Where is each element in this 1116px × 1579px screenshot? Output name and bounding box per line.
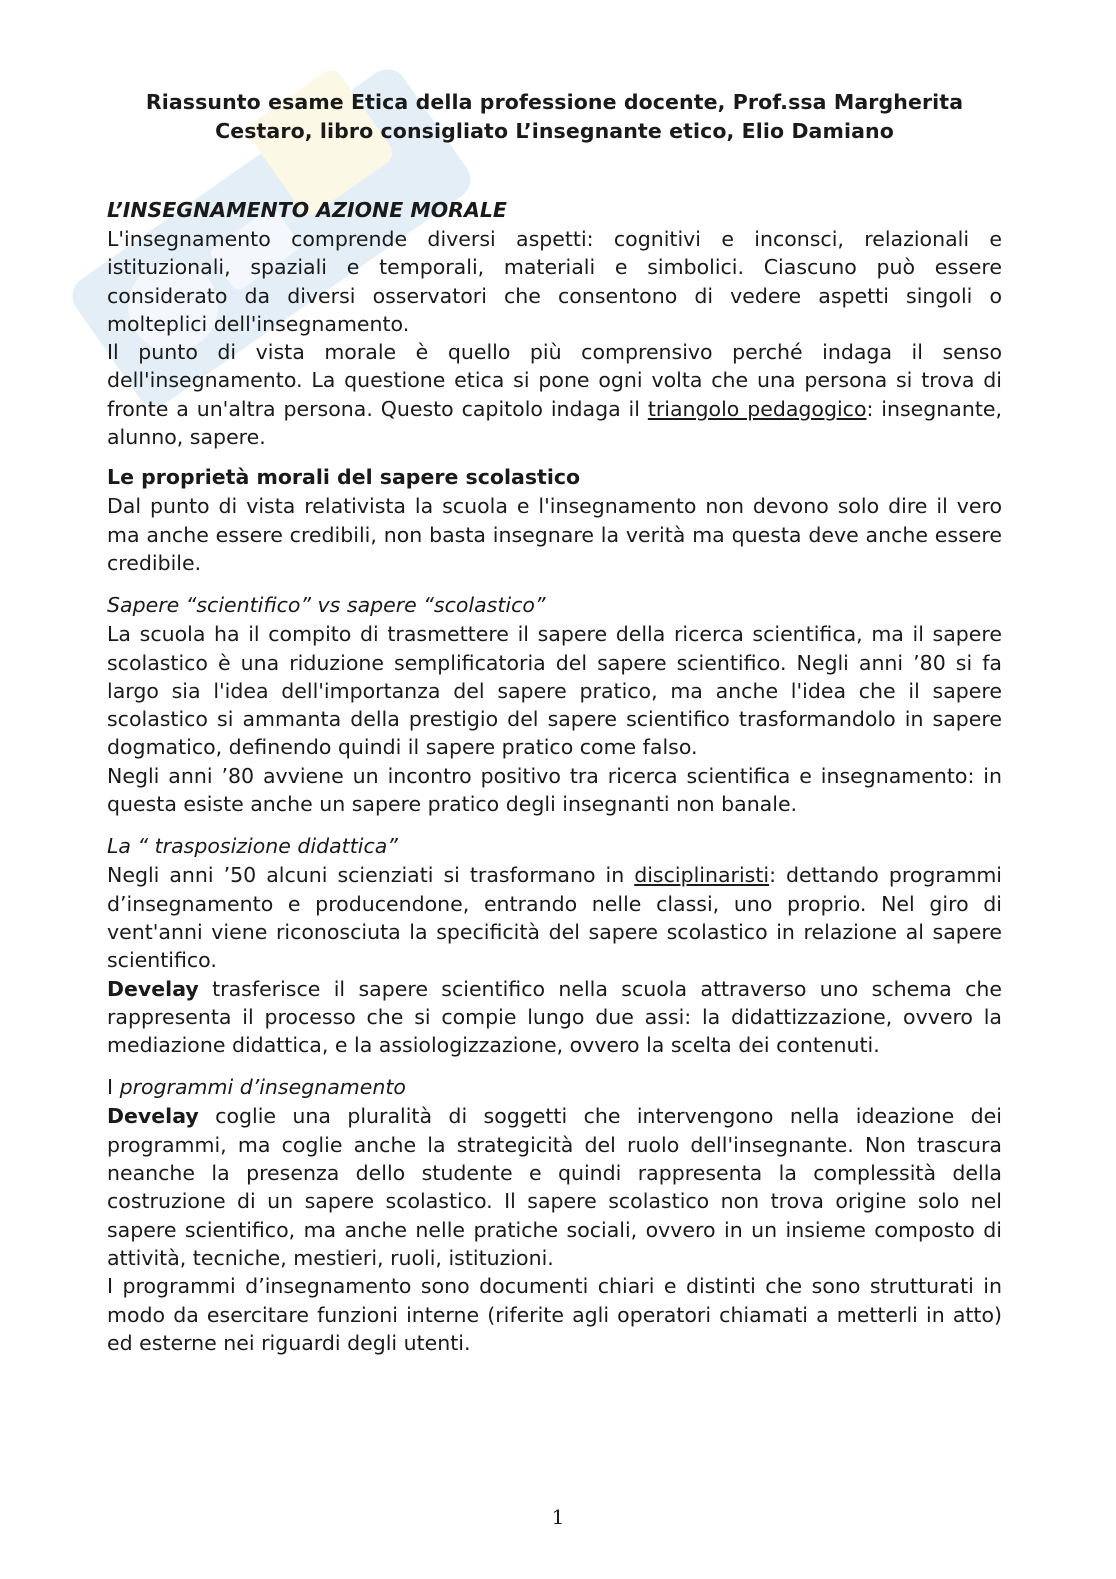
paragraph: Negli anni ’80 avviene un incontro positivo tra ricerca scientifica e insegnamento: in questa esiste anche un sapere pratico degli insegnanti non banale.: [107, 763, 1002, 817]
document-title: [107, 88, 1002, 146]
document-page: [107, 88, 1002, 1357]
disciplinaristi-term: disciplinaristi: [634, 863, 770, 888]
title-line-2: Cestaro, libro consigliato L’insegnante etico, Elio Damiano: [215, 119, 894, 143]
paragraph: I programmi d’insegnamento sono documenti chiari e distinti che sono strutturati in modo da esercitare funzioni interne (riferite agli operatori chiamati a metterli in atto) ed esterne nei riguardi degli utenti.: [107, 1274, 1002, 1355]
subsection-heading: Sapere “scientifico” vs sapere “scolastico”: [107, 593, 546, 618]
paragraph: Negli anni ’50 alcuni scienziati si trasformano in disciplinaristi: dettando programmi d’insegnamento e producendone, entrando nelle classi, uno proprio. Nel giro di vent'anni viene riconosciuta la specificità del sapere scolastico in relazione al sapere scientifico.: [107, 863, 1002, 973]
section-heading-main: L’INSEGNAMENTO AZIONE MORALE: [107, 198, 507, 222]
title-line-1: Riassunto esame Etica della professione docente, Prof.ssa Margherita: [145, 90, 964, 114]
section-heading: Le proprietà morali del sapere scolastico: [107, 465, 581, 490]
page-number: 1: [551, 1505, 565, 1529]
develay-name: Develay: [107, 1104, 199, 1129]
paragraph: Develay trasferisce il sapere scientifico nella scuola attraverso uno schema che rappresenta il processo che si compie lungo due assi: la didattizzazione, ovvero la mediazione didattica, e la assiologizzazione, ovvero la scelta dei contenuti.: [107, 976, 1002, 1058]
paragraph: Il punto di vista morale è quello più comprensivo perché indaga il senso dell'insegnamento. La questione etica si pone ogni volta che una persona si trova di fronte a un'altra persona. Questo capitolo indaga il triangolo pedagogico: insegnante, alunno, sapere.: [107, 340, 1002, 450]
paragraph: Develay coglie una pluralità di soggetti che intervengono nella ideazione dei programmi, ma coglie anche la strategicità del ruolo dell'insegnante. Non trascura neanche la presenza dello studente e quindi rappresenta la complessità della costruzione di un sapere scolastico. Il sapere scolastico non trova origine solo nel sapere scientifico, ma anche nelle pratiche sociali, ovvero in un insieme composto di attività, tecniche, mestieri, ruoli, istituzioni.: [107, 1104, 1002, 1270]
subsection-heading: La “ trasposizione didattica”: [107, 834, 398, 859]
triangolo-pedagogico-link: triangolo pedagogico: [647, 396, 867, 421]
paragraph: L'insegnamento comprende diversi aspetti: cognitivi e inconsci, relazionali e istituzionali, spaziali e temporali, materiali e simbolici. Ciascuno può essere considerato da diversi osservatori che consentono di vedere aspetti singoli o molteplici dell'insegnamento.: [107, 227, 1002, 336]
subsection-heading: I programmi d’insegnamento: [107, 1075, 406, 1100]
develay-name: Develay: [107, 976, 199, 1001]
paragraph: La scuola ha il compito di trasmettere il sapere della ricerca scientifica, ma il sapere scolastico è una riduzione semplificatoria del sapere scientifico. Negli anni ’80 si fa largo sia l'idea dell'importanza del sapere pratico, ma anche l'idea che il sapere scolastico si ammanta della prestigio del sapere scientifico trasformandolo in sapere dogmatico, definendo quindi il sapere pratico come falso.: [107, 622, 1002, 760]
paragraph: Dal punto di vista relativista la scuola e l'insegnamento non devono solo dire il vero ma anche essere credibili, non basta insegnare la verità ma questa deve anche essere credibile.: [107, 494, 1002, 575]
